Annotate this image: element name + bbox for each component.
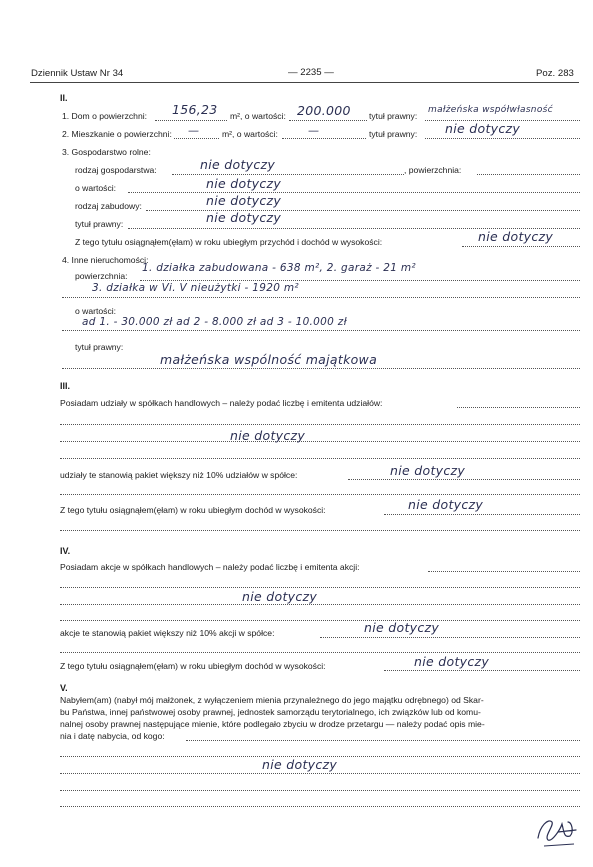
shares-line-1 (60, 424, 580, 425)
other-value-line (62, 330, 580, 331)
flat-unit-label: m², o wartości: (222, 129, 278, 139)
flat-area-line (174, 138, 219, 139)
flat-title-line (425, 138, 580, 139)
stocks-line-2 (60, 604, 580, 605)
farm-label: 3. Gospodarstwo rolne: (62, 147, 151, 157)
signature-initials (530, 808, 582, 850)
house-title-value: małżeńska współwłasność (428, 105, 553, 115)
farm-type-value: nie dotyczy (200, 157, 276, 172)
shares-value: nie dotyczy (230, 428, 306, 443)
shares-income-value: nie dotyczy (408, 497, 484, 512)
house-unit-label: m², o wartości: (230, 111, 286, 121)
flat-area-value: — (188, 124, 200, 137)
stocks-income-line (384, 670, 580, 671)
farm-value-line (128, 192, 580, 193)
page-number: — 2235 — (288, 67, 334, 78)
stocks-line-3 (60, 620, 580, 621)
shares-line-3 (60, 458, 580, 459)
house-value-line (289, 120, 367, 121)
stocks-packet-value: nie dotyczy (364, 620, 440, 635)
other-area-value-1: 1. działka zabudowana - 638 m², 2. garaż - 21 m² (142, 262, 416, 274)
section-iii-title: III. (60, 381, 71, 391)
flat-label: 2. Mieszkanie o powierzchni: (62, 129, 172, 139)
farm-area-label: , powierzchnia: (404, 165, 462, 175)
shares-packet-value: nie dotyczy (390, 463, 466, 478)
house-title-label: tytuł prawny: (369, 111, 418, 121)
shares-line-4 (60, 494, 580, 495)
stocks-line-0 (428, 571, 580, 572)
stocks-label: Posiadam akcje w spółkach handlowych – należy podać liczbę i emitenta akcji: (60, 562, 360, 572)
stocks-packet-label: akcje te stanowią pakiet większy niż 10% akcji w spółce: (60, 628, 275, 638)
stocks-line-1 (60, 587, 580, 588)
other-area-label: powierzchnia: (75, 271, 128, 281)
section-iv-title: IV. (60, 546, 71, 556)
stocks-value: nie dotyczy (242, 589, 318, 604)
section-v-title: V. (60, 683, 68, 693)
other-property-label: 4. Inne nieruchomości: (62, 255, 149, 265)
flat-title-label: tytuł prawny: (369, 129, 418, 139)
farm-income-value: nie dotyczy (478, 229, 554, 244)
farm-value-label: o wartości: (75, 183, 117, 193)
acquisition-text-3: nalnej osoby prawnej następujące mienie, które podlegało zbyciu w drodze przetargu — należy podać opis mie- (60, 719, 485, 729)
acquisition-line-0 (186, 740, 580, 741)
farm-type-line (172, 174, 404, 175)
journal-title: Dziennik Ustaw Nr 34 (31, 68, 124, 79)
farm-area-line (477, 174, 580, 175)
shares-packet-label: udziały te stanowią pakiet większy niż 10% udziałów w spółce: (60, 470, 298, 480)
farm-income-line (462, 246, 580, 247)
house-value: 200.000 (297, 103, 351, 118)
stocks-income-value: nie dotyczy (414, 654, 490, 669)
shares-label: Posiadam udziały w spółkach handlowych – należy podać liczbę i emitenta udziałów: (60, 398, 383, 408)
flat-title-value: nie dotyczy (445, 121, 521, 136)
shares-line-5 (60, 530, 580, 531)
acquisition-line-3 (60, 790, 580, 791)
acquisition-text-2: bu Państwa, innej państwowej osoby prawnej, jednostek samorządu terytorialnego, ich związków lub od komu- (60, 707, 481, 717)
farm-building-value: nie dotyczy (206, 193, 282, 208)
farm-type-label: rodzaj gospodarstwa: (75, 165, 157, 175)
house-area-value: 156,23 (172, 102, 218, 117)
header-rule (30, 82, 579, 83)
shares-packet-line (348, 479, 580, 480)
stocks-income-label: Z tego tytułu osiągnąłem(ęłam) w roku ubiegłym dochód w wysokości: (60, 661, 326, 671)
section-ii-title: II. (60, 93, 68, 103)
shares-line-2 (60, 441, 580, 442)
other-area-line-2 (62, 297, 580, 298)
farm-title-value: nie dotyczy (206, 210, 282, 225)
acquisition-line-2 (60, 773, 580, 774)
shares-income-label: Z tego tytułu osiągnąłem(ęłam) w roku ubiegłym dochód w wysokości: (60, 505, 326, 515)
other-value-label: o wartości: (75, 306, 117, 316)
farm-title-label: tytuł prawny: (75, 219, 124, 229)
house-label: 1. Dom o powierzchni: (62, 111, 148, 121)
shares-line-0 (457, 407, 580, 408)
flat-value: — (308, 124, 320, 137)
other-title-value: małżeńska wspólność majątkowa (160, 352, 378, 367)
acquisition-text-4: nia i datę nabycia, od kogo: (60, 731, 165, 741)
flat-value-line (282, 138, 366, 139)
other-value-value: ad 1. - 30.000 zł ad 2 - 8.000 zł ad 3 - 10.000 zł (82, 316, 347, 328)
farm-income-label: Z tego tytułu osiągnąłem(ęłam) w roku ubiegłym przychód i dochód w wysokości: (75, 237, 383, 247)
stocks-packet-line (320, 637, 580, 638)
house-area-line (155, 120, 227, 121)
other-area-line-1 (140, 280, 580, 281)
farm-value-value: nie dotyczy (206, 176, 282, 191)
other-area-value-2: 3. działka w Vi. V nieużytki - 1920 m² (92, 282, 299, 294)
other-title-label: tytuł prawny: (75, 342, 124, 352)
farm-building-label: rodzaj zabudowy: (75, 201, 142, 211)
acquisition-text-1: Nabyłem(am) (nabył mój małżonek, z wyłączeniem mienia przynależnego do jego majątku odrębnego) od Skar- (60, 695, 484, 705)
acquisition-value: nie dotyczy (262, 757, 338, 772)
stocks-line-4 (60, 652, 580, 653)
shares-income-line (384, 514, 580, 515)
position-number: Poz. 283 (536, 68, 574, 79)
other-title-line (62, 368, 580, 369)
acquisition-line-4 (60, 806, 580, 807)
